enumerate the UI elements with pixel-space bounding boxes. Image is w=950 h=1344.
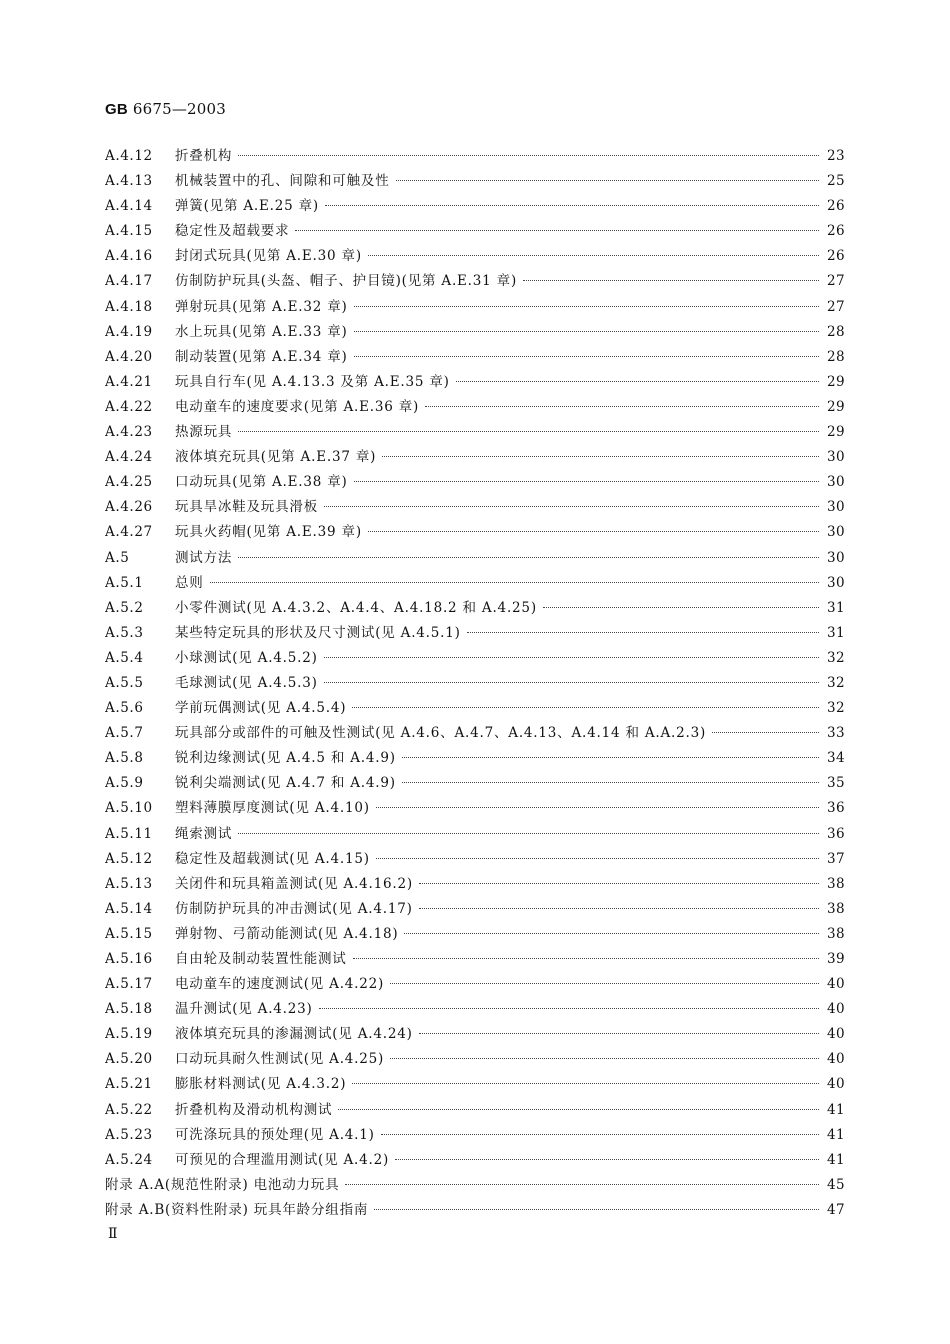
- toc-entry[interactable]: [105, 1148, 845, 1173]
- toc-entry-page: 30: [827, 474, 845, 491]
- toc-entry-page: 28: [827, 323, 845, 340]
- toc-dot-leader: [354, 331, 819, 332]
- toc-entry-title: 小球测试(见 A.4.5.2): [175, 649, 318, 666]
- toc-entry-title: 玩具火药帽(见第 A.E.39 章): [175, 524, 362, 541]
- toc-entry-number: A.5.5: [105, 674, 144, 691]
- toc-entry-title: 塑料薄膜厚度测试(见 A.4.10): [175, 800, 370, 817]
- toc-entry[interactable]: [105, 395, 845, 420]
- toc-entry-page: 36: [827, 800, 845, 817]
- toc-dot-leader: [238, 833, 819, 834]
- toc-entry-number: A.4.23: [105, 424, 153, 441]
- toc-entry-title: 总则: [175, 574, 204, 591]
- toc-entry-number: A.4.24: [105, 449, 153, 466]
- toc-dot-leader: [238, 431, 819, 432]
- toc-dot-leader: [382, 456, 819, 457]
- toc-entry-page: 38: [827, 875, 845, 892]
- toc-dot-leader: [210, 582, 819, 583]
- toc-entry-title: 毛球测试(见 A.4.5.3): [175, 674, 318, 691]
- toc-entry[interactable]: [105, 922, 845, 947]
- toc-entry-number: A.4.27: [105, 524, 153, 541]
- toc-entry-page: 26: [827, 198, 845, 215]
- toc-entry-page: 29: [827, 424, 845, 441]
- toc-entry-title: 水上玩具(见第 A.E.33 章): [175, 323, 348, 340]
- toc-entry[interactable]: [105, 621, 845, 646]
- toc-entry[interactable]: [105, 571, 845, 596]
- toc-entry-title: 稳定性及超载测试(见 A.4.15): [175, 850, 370, 867]
- toc-entry[interactable]: [105, 295, 845, 320]
- toc-entry-title: 口动玩具(见第 A.E.38 章): [175, 474, 348, 491]
- toc-entry[interactable]: [105, 1072, 845, 1097]
- toc-entry-number: A.5.9: [105, 775, 144, 792]
- toc-entry-page: 29: [827, 398, 845, 415]
- toc-entry[interactable]: [105, 1123, 845, 1148]
- toc-entry[interactable]: [105, 445, 845, 470]
- toc-entry-number: A.5.16: [105, 951, 153, 967]
- toc-entry-number: A.4.17: [105, 273, 153, 290]
- toc-entry-title: 折叠机构: [175, 148, 233, 164]
- toc-entry[interactable]: [105, 1047, 845, 1072]
- toc-dot-leader: [238, 155, 819, 156]
- toc-entry-number: A.5.4: [105, 649, 144, 666]
- toc-entry[interactable]: [105, 872, 845, 897]
- toc-dot-leader: [376, 858, 819, 859]
- toc-entry[interactable]: [105, 269, 845, 294]
- toc-entry-page: 31: [827, 624, 845, 641]
- toc-entry-number: A.4.14: [105, 198, 153, 215]
- toc-entry-number: A.4.22: [105, 398, 153, 415]
- toc-dot-leader: [419, 1033, 819, 1034]
- toc-entry[interactable]: [105, 847, 845, 872]
- toc-entry[interactable]: [105, 1198, 845, 1223]
- toc-entry-page: 25: [827, 173, 845, 190]
- toc-entry[interactable]: [105, 897, 845, 922]
- toc-entry[interactable]: [105, 721, 845, 746]
- toc-dot-leader: [238, 557, 819, 558]
- toc-entry-page: 32: [827, 700, 845, 717]
- toc-entry-page: 47: [827, 1201, 845, 1218]
- toc-entry-number: A.5.14: [105, 900, 153, 917]
- toc-entry-page: 40: [827, 1026, 845, 1043]
- toc-entry-title: 稳定性及超载要求: [175, 223, 290, 240]
- toc-dot-leader: [345, 1184, 819, 1185]
- toc-entry-page: 30: [827, 449, 845, 466]
- toc-entry-number: A.5.15: [105, 925, 153, 942]
- toc-entry-page: 41: [827, 1151, 845, 1168]
- toc-entry-title: 测试方法: [175, 549, 233, 566]
- toc-entry-number: A.5.12: [105, 850, 153, 867]
- toc-dot-leader: [338, 1109, 819, 1110]
- toc-entry[interactable]: [105, 822, 845, 847]
- toc-dot-leader: [352, 707, 819, 708]
- toc-dot-leader: [376, 807, 819, 808]
- toc-dot-leader: [354, 306, 819, 307]
- toc-entry[interactable]: [105, 169, 845, 194]
- toc-dot-leader: [354, 481, 819, 482]
- toc-entry-number: A.5.3: [105, 624, 144, 641]
- toc-entry-number: A.5: [105, 549, 130, 566]
- toc-entry-number: A.5.11: [105, 825, 153, 842]
- toc-entry-page: 35: [827, 775, 845, 792]
- toc-dot-leader: [404, 933, 819, 934]
- toc-entry-page: 40: [827, 1001, 845, 1018]
- toc-entry-number: A.4.26: [105, 499, 153, 516]
- toc-entry[interactable]: [105, 646, 845, 671]
- toc-dot-leader: [390, 1058, 819, 1059]
- toc-entry-page: 34: [827, 750, 845, 767]
- toc-entry-number: A.5.8: [105, 750, 144, 767]
- toc-entry-page: 27: [827, 298, 845, 315]
- toc-entry-title: 学前玩偶测试(见 A.4.5.4): [175, 700, 347, 717]
- toc-dot-leader: [712, 732, 819, 733]
- toc-entry-page: 37: [827, 850, 845, 867]
- toc-entry-page: 32: [827, 649, 845, 666]
- toc-entry-title: 小零件测试(见 A.4.3.2、A.4.4、A.4.18.2 和 A.4.25): [175, 599, 537, 616]
- toc-dot-leader: [354, 356, 819, 357]
- toc-entry[interactable]: [105, 746, 845, 771]
- toc-entry[interactable]: [105, 244, 845, 269]
- toc-dot-leader: [374, 1209, 819, 1210]
- toc-entry-title: 关闭件和玩具箱盖测试(见 A.4.16.2): [175, 875, 413, 892]
- toc-entry[interactable]: [105, 144, 845, 169]
- toc-entry-number: A.5.13: [105, 875, 153, 892]
- toc-entry[interactable]: [105, 1173, 845, 1198]
- toc-dot-leader: [368, 255, 819, 256]
- toc-dot-leader: [295, 230, 819, 231]
- toc-entry[interactable]: [105, 972, 845, 997]
- toc-entry-page: 40: [827, 976, 845, 993]
- toc-entry[interactable]: [105, 320, 845, 345]
- toc-entry[interactable]: [105, 596, 845, 621]
- toc-entry-title: 温升测试(见 A.4.23): [175, 1001, 313, 1018]
- toc-entry-number: A.4.13: [105, 173, 153, 190]
- toc-dot-leader: [324, 657, 819, 658]
- toc-dot-leader: [419, 908, 819, 909]
- toc-entry-page: 40: [827, 1051, 845, 1068]
- toc-entry-title: 绳索测试: [175, 825, 233, 842]
- toc-entry-number: A.5.23: [105, 1126, 153, 1143]
- toc-entry-page: 30: [827, 524, 845, 541]
- toc-entry-title: 玩具部分或部件的可触及性测试(见 A.4.6、A.4.7、A.4.13、A.4.14 和 A.A.2.3): [175, 725, 707, 742]
- toc-entry-page: 38: [827, 925, 845, 942]
- toc-entry-page: 23: [827, 148, 845, 164]
- toc-entry-page: 39: [827, 951, 845, 967]
- toc-entry-number: A.5.6: [105, 700, 144, 717]
- toc-entry-title: 自由轮及制动装置性能测试: [175, 951, 347, 967]
- toc-entry-number: A.4.18: [105, 298, 153, 315]
- toc-entry-page: 41: [827, 1126, 845, 1143]
- toc-entry-title: 锐利尖端测试(见 A.4.7 和 A.4.9): [175, 775, 396, 792]
- toc-entry-number: A.5.7: [105, 725, 144, 742]
- page-number: Ⅱ: [108, 1226, 118, 1242]
- toc-entry-number: A.4.19: [105, 323, 153, 340]
- toc-entry-title: 热源玩具: [175, 424, 233, 441]
- toc-dot-leader: [325, 205, 819, 206]
- toc-entry-number: A.4.16: [105, 248, 153, 265]
- document-header: [105, 100, 226, 118]
- toc-entry[interactable]: [105, 520, 845, 545]
- toc-entry-number: A.5.21: [105, 1076, 153, 1093]
- toc-entry-title: 附录 A.B(资料性附录) 玩具年龄分组指南: [105, 1201, 369, 1218]
- toc-entry-title: 仿制防护玩具的冲击测试(见 A.4.17): [175, 900, 413, 917]
- toc-entry-number: A.4.21: [105, 373, 153, 390]
- toc-entry-title: 某些特定玩具的形状及尺寸测试(见 A.4.5.1): [175, 624, 461, 641]
- toc-entry-title: 液体填充玩具(见第 A.E.37 章): [175, 449, 377, 466]
- toc-entry[interactable]: [105, 194, 845, 219]
- toc-entry[interactable]: [105, 997, 845, 1022]
- toc-entry-title: 可预见的合理滥用测试(见 A.4.2): [175, 1151, 390, 1168]
- toc-dot-leader: [324, 506, 819, 507]
- toc-dot-leader: [543, 607, 819, 608]
- toc-entry-title: 制动装置(见第 A.E.34 章): [175, 348, 348, 365]
- toc-entry-page: 40: [827, 1076, 845, 1093]
- toc-dot-leader: [402, 782, 819, 783]
- toc-entry-number: A.4.15: [105, 223, 153, 240]
- toc-dot-leader: [523, 280, 819, 281]
- toc-dot-leader: [381, 1134, 819, 1135]
- toc-entry-number: A.5.2: [105, 599, 144, 616]
- toc-entry-title: 弹簧(见第 A.E.25 章): [175, 198, 319, 215]
- standard-number: 6675—2003: [127, 100, 227, 118]
- toc-entry-title: 封闭式玩具(见第 A.E.30 章): [175, 248, 362, 265]
- toc-entry-page: 26: [827, 248, 845, 265]
- toc-entry-title: 电动童车的速度要求(见第 A.E.36 章): [175, 398, 420, 415]
- toc-entry-page: 26: [827, 223, 845, 240]
- toc-entry-title: 膨胀材料测试(见 A.4.3.2): [175, 1076, 347, 1093]
- toc-dot-leader: [396, 180, 820, 181]
- toc-entry-page: 30: [827, 574, 845, 591]
- toc-dot-leader: [352, 1083, 819, 1084]
- toc-entry[interactable]: [105, 495, 845, 520]
- toc-entry[interactable]: [105, 219, 845, 244]
- toc-entry-page: 32: [827, 674, 845, 691]
- toc-entry-page: 27: [827, 273, 845, 290]
- toc-dot-leader: [324, 682, 819, 683]
- toc-entry-title: 附录 A.A(规范性附录) 电池动力玩具: [105, 1176, 340, 1193]
- toc-entry-title: 弹射物、弓箭动能测试(见 A.4.18): [175, 925, 399, 942]
- toc-entry-page: 29: [827, 373, 845, 390]
- toc-dot-leader: [390, 983, 819, 984]
- toc-dot-leader: [368, 531, 819, 532]
- toc-entry-title: 玩具自行车(见 A.4.13.3 及第 A.E.35 章): [175, 373, 450, 390]
- toc-entry[interactable]: [105, 370, 845, 395]
- toc-entry[interactable]: [105, 796, 845, 821]
- toc-entry-page: 38: [827, 900, 845, 917]
- toc-entry[interactable]: [105, 1022, 845, 1047]
- toc-entry[interactable]: [105, 771, 845, 796]
- toc-entry-page: 45: [827, 1176, 845, 1193]
- toc-entry[interactable]: [105, 420, 845, 445]
- toc-dot-leader: [467, 632, 819, 633]
- toc-entry-title: 电动童车的速度测试(见 A.4.22): [175, 976, 385, 993]
- toc-entry-title: 锐利边缘测试(见 A.4.5 和 A.4.9): [175, 750, 396, 767]
- toc-entry-page: 28: [827, 348, 845, 365]
- table-of-contents: [105, 144, 845, 1223]
- toc-entry-number: A.5.18: [105, 1001, 153, 1018]
- toc-entry-number: A.4.12: [105, 148, 153, 164]
- toc-entry-title: 折叠机构及滑动机构测试: [175, 1101, 333, 1118]
- toc-dot-leader: [402, 757, 819, 758]
- toc-entry[interactable]: [105, 470, 845, 495]
- toc-entry-title: 弹射玩具(见第 A.E.32 章): [175, 298, 348, 315]
- toc-entry-number: A.5.22: [105, 1101, 153, 1118]
- toc-dot-leader: [319, 1008, 819, 1009]
- toc-entry[interactable]: [105, 671, 845, 696]
- toc-entry-title: 玩具旱冰鞋及玩具滑板: [175, 499, 318, 516]
- toc-entry-number: A.5.24: [105, 1151, 153, 1168]
- toc-entry-page: 30: [827, 549, 845, 566]
- toc-entry-number: A.5.1: [105, 574, 144, 591]
- toc-entry-title: 机械装置中的孔、间隙和可触及性: [175, 173, 390, 190]
- toc-entry[interactable]: [105, 546, 845, 571]
- toc-dot-leader: [419, 883, 819, 884]
- toc-entry-number: A.5.17: [105, 976, 153, 993]
- toc-entry[interactable]: [105, 696, 845, 721]
- toc-entry-page: 30: [827, 499, 845, 516]
- toc-entry-page: 41: [827, 1101, 845, 1118]
- toc-dot-leader: [353, 958, 819, 959]
- toc-entry-number: A.5.20: [105, 1051, 153, 1068]
- toc-entry-page: 33: [827, 725, 845, 742]
- toc-dot-leader: [456, 381, 819, 382]
- toc-entry[interactable]: [105, 1098, 845, 1123]
- toc-entry-title: 口动玩具耐久性测试(见 A.4.25): [175, 1051, 385, 1068]
- toc-entry-number: A.4.25: [105, 474, 153, 491]
- toc-entry-title: 液体填充玩具的渗漏测试(见 A.4.24): [175, 1026, 413, 1043]
- toc-dot-leader: [395, 1159, 819, 1160]
- toc-entry-page: 36: [827, 825, 845, 842]
- toc-entry-number: A.5.10: [105, 800, 153, 817]
- toc-dot-leader: [425, 406, 819, 407]
- toc-entry[interactable]: [105, 345, 845, 370]
- toc-entry-title: 可洗涤玩具的预处理(见 A.4.1): [175, 1126, 375, 1143]
- toc-entry-number: A.4.20: [105, 348, 153, 365]
- toc-entry[interactable]: [105, 947, 845, 972]
- standard-prefix: GB: [105, 101, 128, 118]
- toc-entry-title: 仿制防护玩具(头盔、帽子、护目镜)(见第 A.E.31 章): [175, 273, 518, 290]
- toc-entry-number: A.5.19: [105, 1026, 153, 1043]
- toc-entry-page: 31: [827, 599, 845, 616]
